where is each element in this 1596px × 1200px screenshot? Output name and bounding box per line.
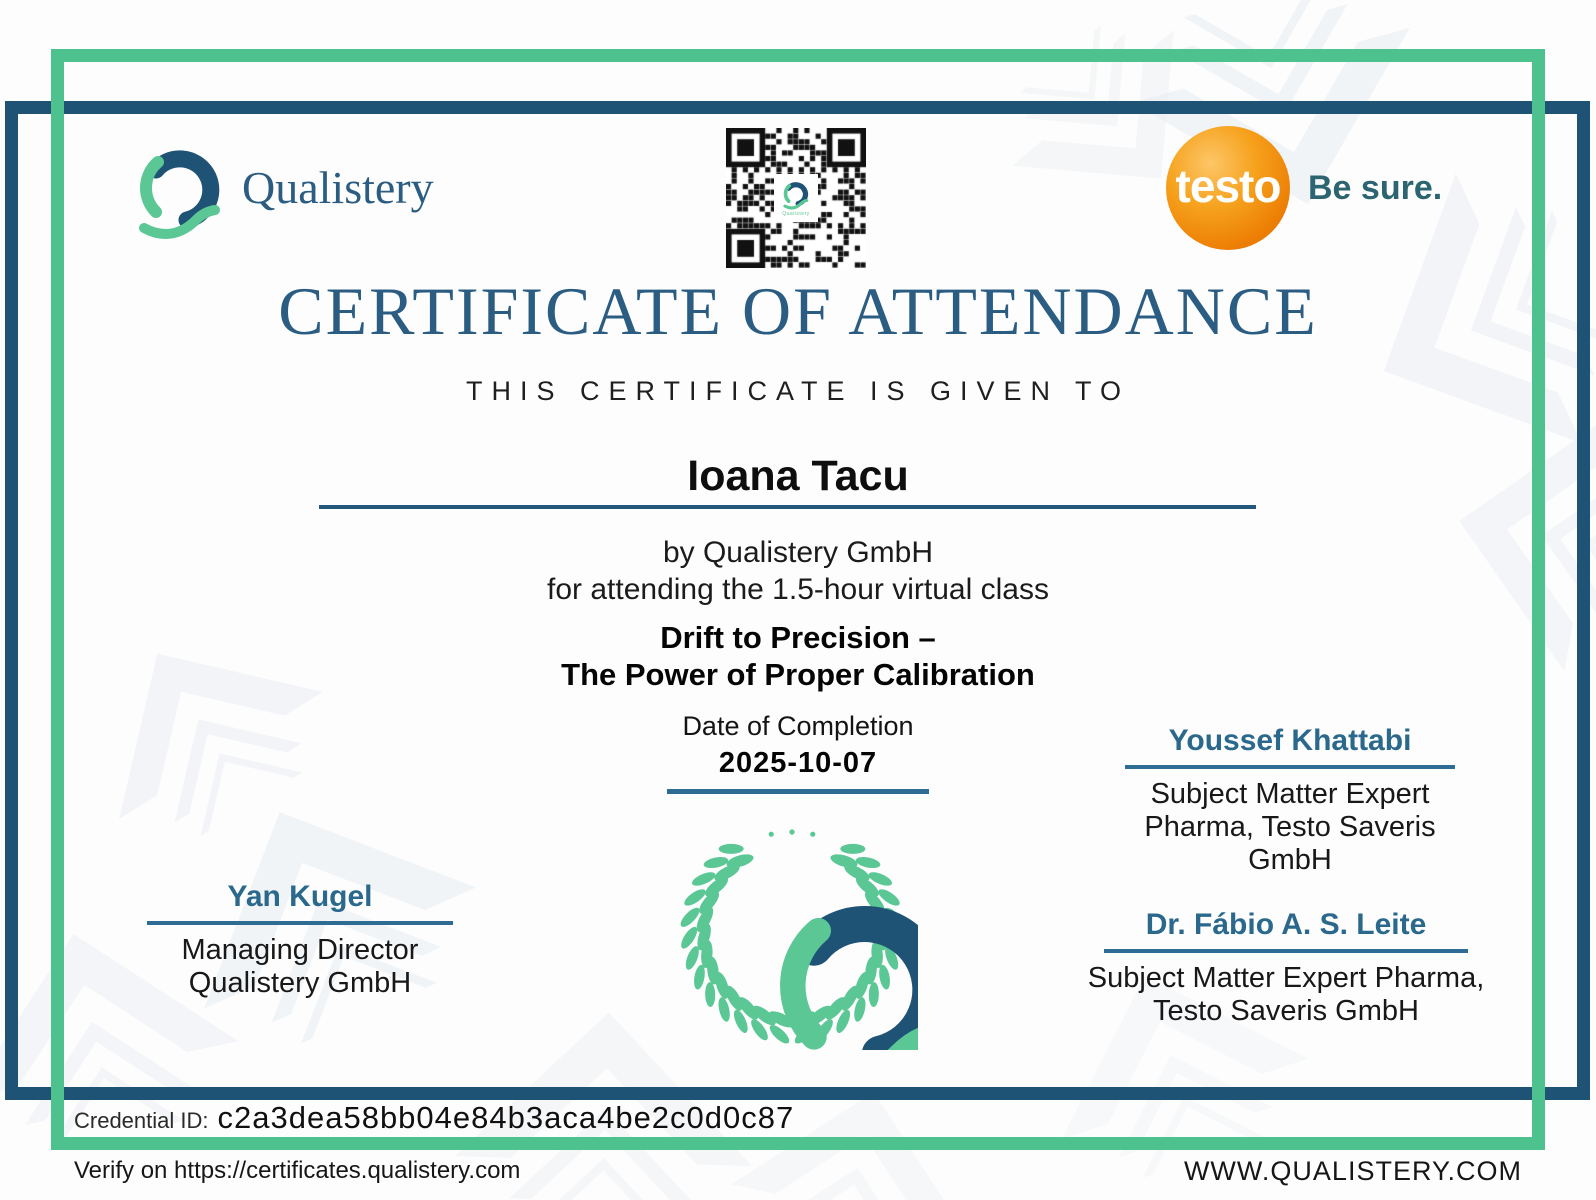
- signatory-role-line: Subject Matter Expert: [1150, 778, 1430, 810]
- credential-id-value: c2a3dea58bb04e84b3aca4be2c0d0c87: [217, 1100, 795, 1135]
- signature-underline: [1125, 765, 1455, 769]
- signatory-name: Dr. Fábio A. S. Leite: [1145, 908, 1427, 941]
- testo-tagline: Be sure.: [1308, 168, 1443, 207]
- signatory-yan-kugel: [100, 880, 500, 1000]
- signatory-role-line: Pharma, Testo Saveris: [1144, 811, 1436, 843]
- testo-logo: [1166, 126, 1442, 250]
- signatory-role-line: GmbH: [1248, 844, 1332, 876]
- qualistery-logo-text: Qualistery: [242, 161, 434, 213]
- certificate-subtitle: THIS CERTIFICATE IS GIVEN TO: [465, 376, 1131, 406]
- signature-underline: [1104, 949, 1468, 953]
- issuer-line: by Qualistery GmbH: [662, 536, 934, 569]
- signatory-role-line: Subject Matter Expert Pharma,: [1087, 962, 1485, 994]
- date-underline: [667, 789, 929, 794]
- signature-underline: [147, 921, 453, 925]
- verify-url[interactable]: Verify on https://certificates.qualistery.com: [74, 1157, 521, 1184]
- qualistery-logo: [130, 140, 434, 244]
- qr-caption: Qualistery: [782, 211, 810, 217]
- issuer-block: [0, 534, 1596, 608]
- testo-sphere-icon: [1166, 126, 1290, 250]
- qualistery-q-icon: [130, 140, 230, 244]
- certificate-title: CERTIFICATE OF ATTENDANCE: [278, 273, 1318, 349]
- signatory-name: Yan Kugel: [227, 880, 373, 913]
- date-of-completion-label: Date of Completion: [682, 711, 914, 741]
- signatory-role-line: Managing Director: [181, 934, 419, 966]
- signatory-role-line: Testo Saveris GmbH: [1153, 995, 1419, 1027]
- testo-logo-text: testo: [1175, 160, 1281, 212]
- attendance-line: for attending the 1.5-hour virtual class: [547, 573, 1049, 606]
- credential-id-label: Credential ID:: [74, 1108, 209, 1133]
- signatory-name: Youssef Khattabi: [1168, 724, 1412, 757]
- recipient-name-underline: [319, 505, 1256, 509]
- qualistery-q-icon: [780, 179, 812, 211]
- recipient-name: Ioana Tacu: [687, 452, 909, 500]
- date-of-completion-value: 2025-10-07: [718, 747, 878, 779]
- website-url[interactable]: WWW.QUALISTERY.COM: [1183, 1156, 1522, 1186]
- signatory-fabio-leite: [1056, 908, 1516, 1028]
- signatory-youssef-khattabi: [1078, 724, 1502, 877]
- qr-center-logo: [774, 174, 818, 222]
- credential-id-row: [74, 1100, 794, 1136]
- course-title: [0, 619, 1596, 693]
- laurel-wreath-icon: [666, 820, 918, 1050]
- course-title-line2: The Power of Proper Calibration: [561, 657, 1035, 692]
- course-title-line1: Drift to Precision –: [660, 620, 936, 655]
- signatory-role-line: Qualistery GmbH: [188, 967, 412, 999]
- qr-code: [726, 128, 866, 268]
